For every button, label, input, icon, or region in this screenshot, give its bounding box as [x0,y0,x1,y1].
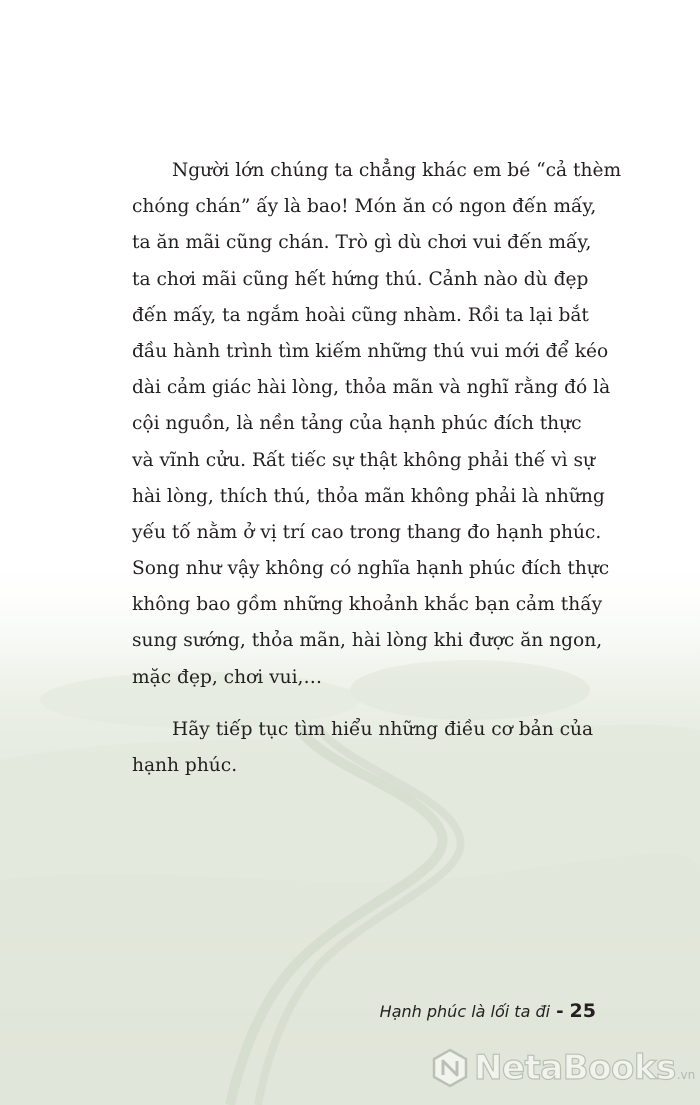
paragraph-1-line: cội nguồn, là nền tảng của hạnh phúc đích thực [132,413,582,435]
netabooks-logo-icon [430,1048,470,1088]
paragraph-1-line: đến mấy, ta ngắm hoài cũng nhàm. Rồi ta lại bắt [132,304,589,326]
body-text [132,153,622,784]
page-number: 25 [569,1000,596,1022]
paragraph-gap [132,696,602,712]
paragraph-1-line: sung sướng, thỏa mãn, hài lòng khi được ăn ngon, [132,630,603,652]
paragraph-1-line: mặc đẹp, chơi vui,… [132,666,323,688]
paragraph-1-line: không bao gồm những khoảnh khắc bạn cảm thấy [132,594,603,616]
paragraph-1-line: và vĩnh cửu. Rất tiếc sự thật không phải thế vì sự [132,449,596,471]
paragraph-1-line: đầu hành trình tìm kiếm những thú vui mới để kéo [132,340,609,362]
paragraph-2-line: hạnh phúc. [132,755,238,776]
paragraph-1-line: dài cảm giác hài lòng, thỏa mãn và nghĩ rằng đó là [132,377,611,399]
footer-separator: - [556,1001,564,1022]
paragraph-1-line: ta ăn mãi cũng chán. Trò gì dù chơi vui đến mấy, [132,232,592,254]
paragraph-1-line: ta chơi mãi cũng hết hứng thú. Cảnh nào dù đẹp [132,268,589,290]
page-footer [0,1000,596,1022]
paragraph-1-line: chóng chán” ấy là bao! Món ăn có ngon đến mấy, [132,196,597,218]
paragraph-2-line: Hãy tiếp tục tìm hiểu những điều cơ bản của [172,718,594,740]
paragraph-1-line: yếu tố nằm ở vị trí cao trong thang đo hạnh phúc. [132,521,602,543]
running-book-title: Hạnh phúc là lối ta đi [379,1002,551,1021]
paragraph-1-line: Người lớn chúng ta chẳng khác em bé “cả thèm [172,160,622,181]
netabooks-watermark [430,1044,698,1092]
watermark-brand: NetaBooks [474,1048,676,1088]
watermark-suffix: .vn [676,1068,696,1082]
paragraph-1-line: Song như vậy không có nghĩa hạnh phúc đích thực [132,558,610,580]
paragraph-1-line: hài lòng, thích thú, thỏa mãn không phải là những [132,485,605,507]
